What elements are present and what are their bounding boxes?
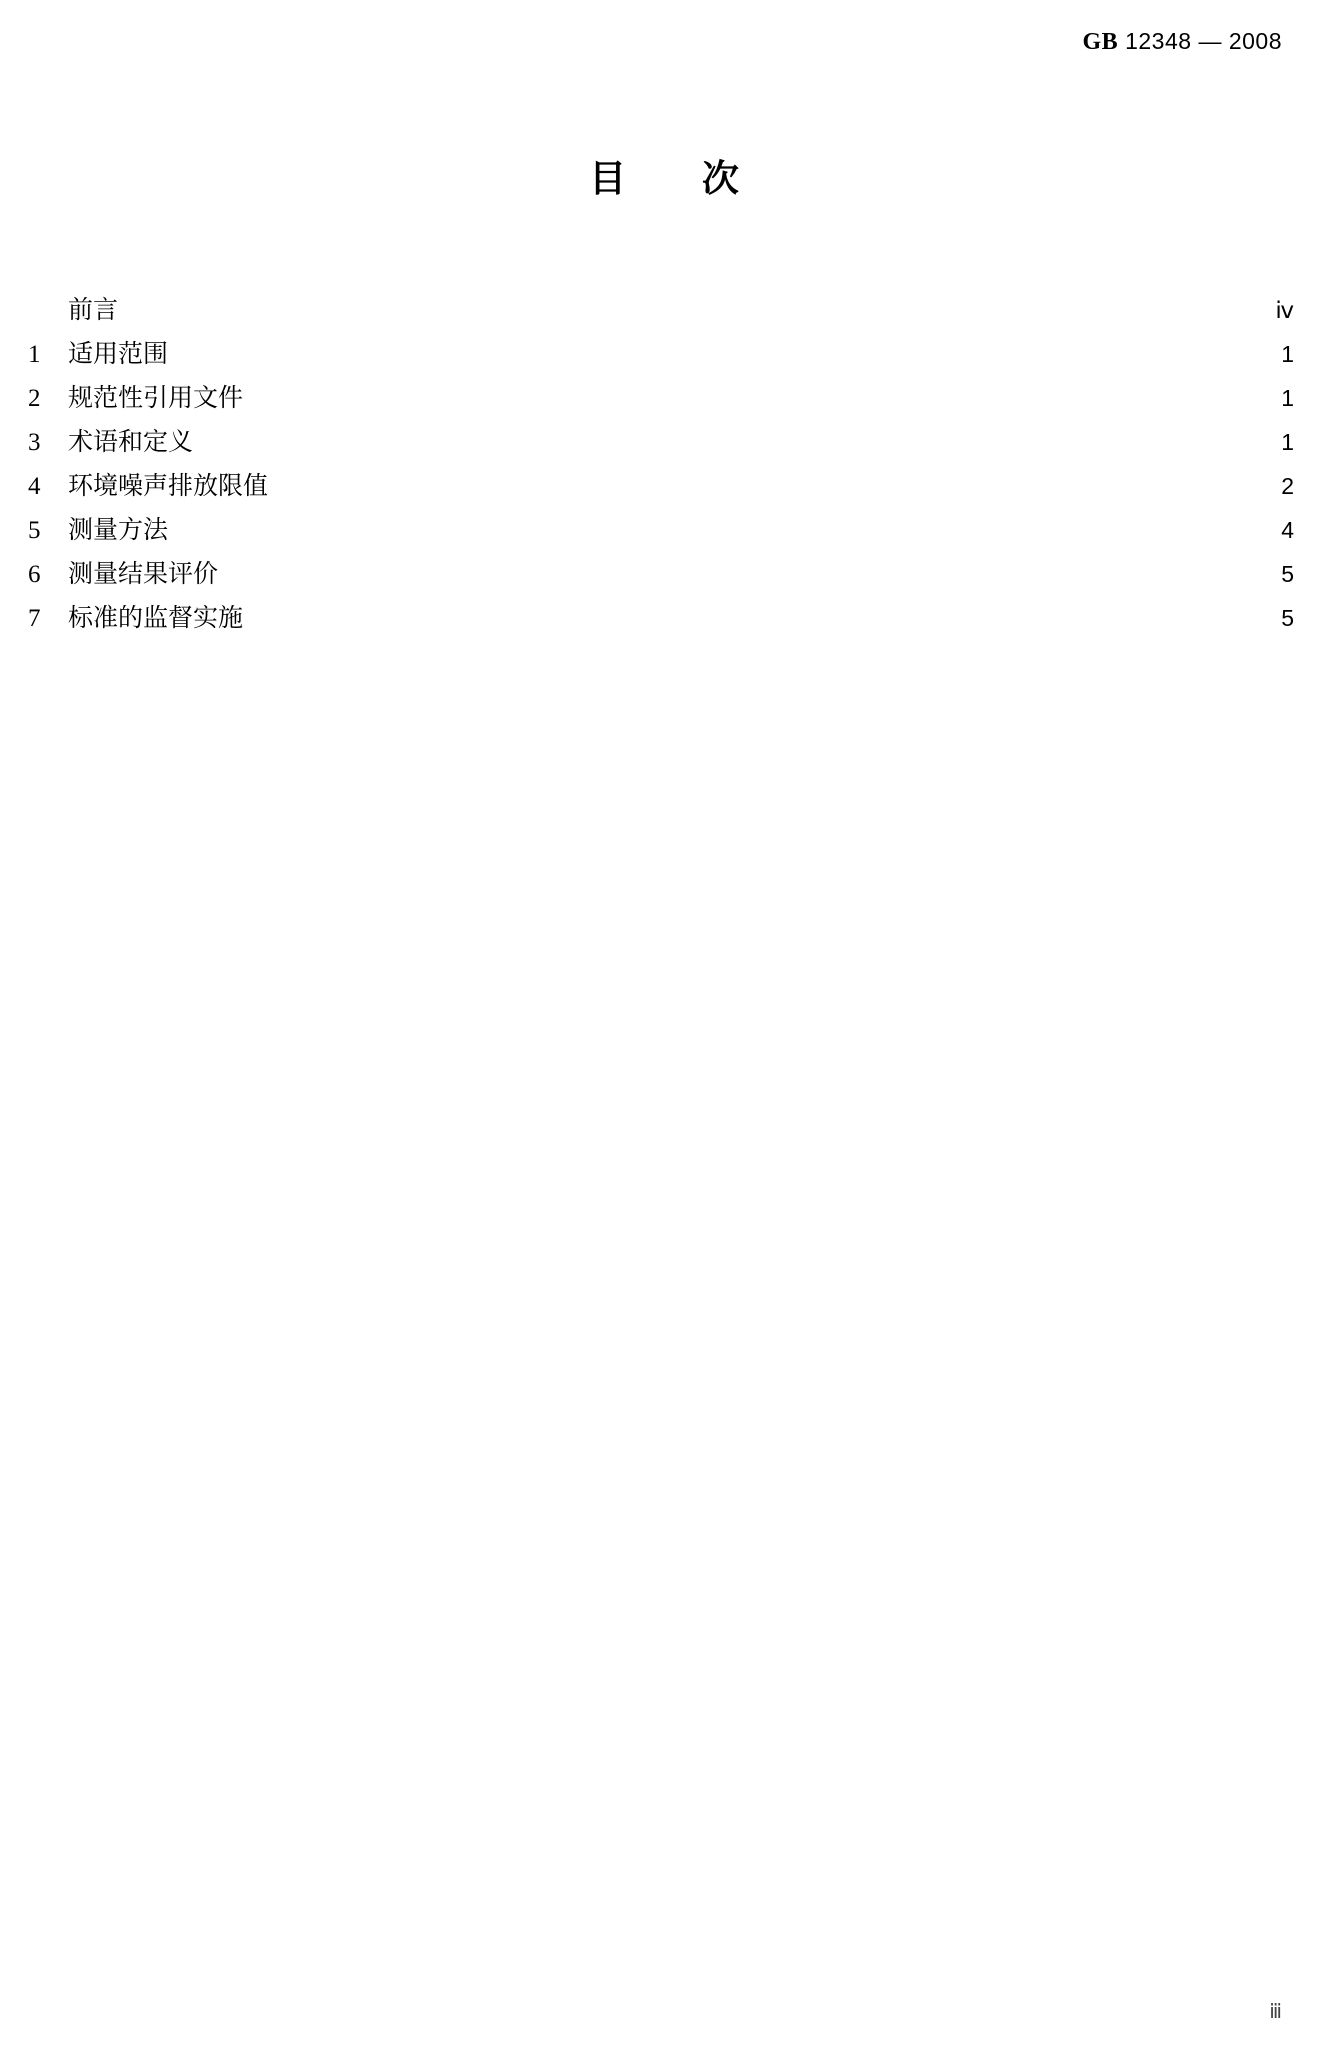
- standard-header: [1083, 28, 1283, 56]
- toc-entry-label: 标准的监督实施: [68, 603, 244, 632]
- toc-entry-label: 测量方法: [68, 515, 169, 544]
- toc-entry-page: ⅳ: [1275, 297, 1294, 323]
- toc-entry-number: 1: [28, 341, 41, 368]
- toc-entry-page: 4: [1281, 517, 1294, 543]
- toc-leader-dots: [184, 337, 1248, 362]
- toc-entry-label: 测量结果评价: [68, 559, 219, 588]
- toc-entry-page: 1: [1281, 429, 1294, 455]
- toc-entry-1[interactable]: [28, 332, 1294, 376]
- toc-entry-number: 7: [28, 605, 41, 632]
- page-title: [0, 148, 1330, 202]
- toc-entry-2[interactable]: [28, 376, 1294, 420]
- toc-entry-7[interactable]: [28, 596, 1294, 640]
- footer-page-number: ⅲ: [1269, 2001, 1282, 2023]
- toc-leader-dots: [259, 381, 1248, 406]
- standard-prefix: GB: [1082, 29, 1119, 55]
- toc-entry-number: 5: [28, 517, 41, 544]
- toc-entry-6[interactable]: [28, 552, 1294, 596]
- toc-entry-number: 4: [28, 473, 41, 500]
- toc-entry-preface[interactable]: [28, 288, 1294, 332]
- standard-dash: —: [1198, 28, 1222, 54]
- toc-leader-dots: [234, 557, 1248, 582]
- page-title-char-2: 次: [701, 156, 741, 200]
- toc-entry-label: 前言: [68, 295, 119, 324]
- toc-leader-dots: [209, 425, 1248, 450]
- toc-entry-page: 5: [1281, 605, 1294, 631]
- toc-entry-4[interactable]: [28, 464, 1294, 508]
- toc-leader-dots: [184, 513, 1248, 538]
- page-title-char-1: 目: [589, 156, 629, 200]
- toc-leader-dots: [134, 293, 1248, 318]
- toc-entry-label: 规范性引用文件: [68, 383, 244, 412]
- standard-year: 2008: [1228, 28, 1282, 54]
- standard-number: 12348: [1125, 28, 1192, 54]
- toc-entry-page: 1: [1281, 385, 1294, 411]
- toc-entry-3[interactable]: [28, 420, 1294, 464]
- toc-entry-label: 术语和定义: [68, 427, 194, 456]
- toc-leader-dots: [284, 469, 1248, 494]
- toc-entry-page: 2: [1281, 473, 1294, 499]
- toc-entry-label: 适用范围: [68, 339, 169, 368]
- table-of-contents: [28, 288, 1294, 640]
- toc-entry-number: 3: [28, 429, 41, 456]
- toc-leader-dots: [259, 601, 1248, 626]
- toc-entry-page: 5: [1281, 561, 1294, 587]
- toc-entry-number: 2: [28, 385, 41, 412]
- toc-entry-page: 1: [1281, 341, 1294, 367]
- toc-entry-5[interactable]: [28, 508, 1294, 552]
- toc-entry-number: 6: [28, 561, 41, 588]
- toc-entry-label: 环境噪声排放限值: [68, 471, 269, 500]
